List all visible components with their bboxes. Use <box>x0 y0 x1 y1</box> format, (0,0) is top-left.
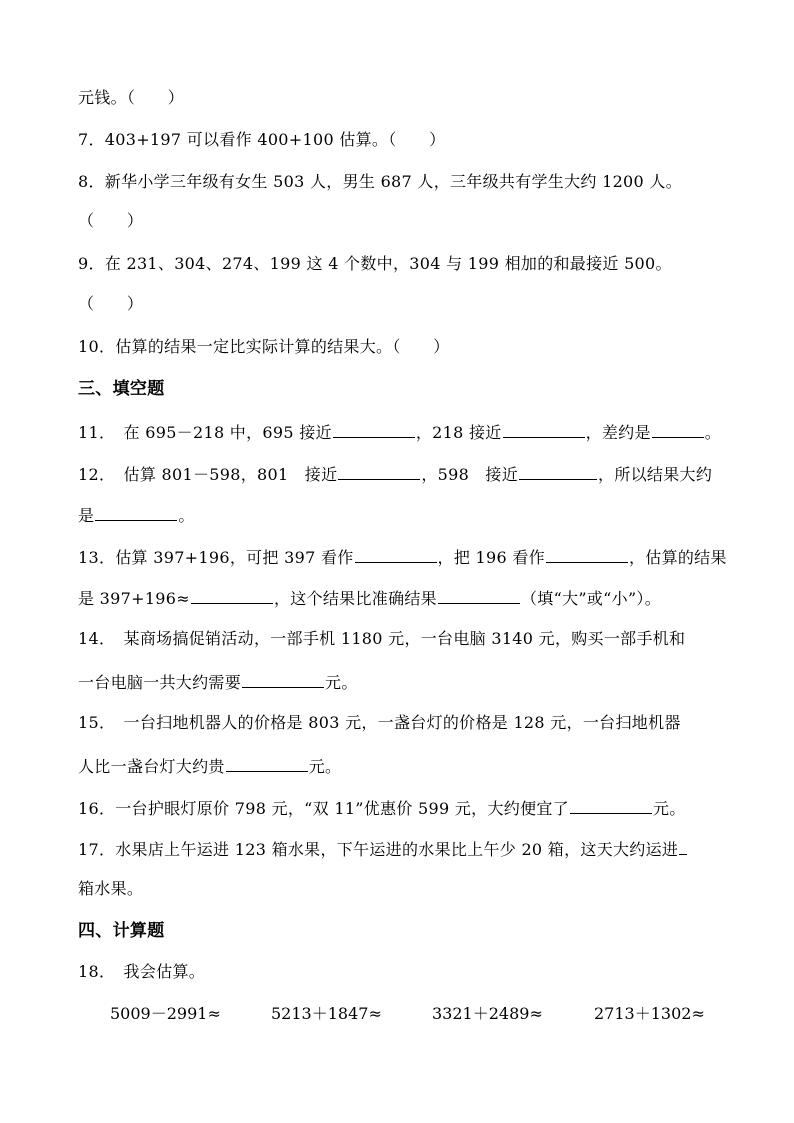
q13-blank-1[interactable] <box>355 544 437 563</box>
q13-text-a: 13．估算 397+196，可把 397 看作 <box>78 548 354 567</box>
estimate-item-4: 2713＋1302≈ <box>594 1004 705 1023</box>
question-8: 8．新华小学三年级有女生 503 人，男生 687 人，三年级共有学生大约 1200 人。 <box>78 172 682 191</box>
q12-text-d: 是 <box>78 506 95 525</box>
question-17 <box>78 836 688 862</box>
q14-text-c: 元。 <box>325 673 358 692</box>
question-16 <box>78 795 686 821</box>
question-15-cont <box>78 753 341 779</box>
question-9-answer: （ ） <box>78 294 144 313</box>
question-14-cont <box>78 669 358 695</box>
q16-text-b: 元。 <box>653 799 686 818</box>
q12-text-b: ，598 接近 <box>421 465 519 484</box>
q12-blank-2[interactable] <box>519 461 597 480</box>
question-8-answer: （ ） <box>78 211 144 230</box>
question-18: 18． 我会估算。 <box>78 962 206 981</box>
question-13-cont <box>78 585 661 611</box>
q12-text-e: 。 <box>178 506 195 525</box>
question-9: 9．在 231、304、274、199 这 4 个数中，304 与 199 相加的和最接近 500。 <box>78 254 672 273</box>
q16-blank[interactable] <box>570 795 652 814</box>
q14-text-b: 一台电脑一共大约需要 <box>78 673 242 692</box>
q11-text-b: ，218 接近 <box>415 423 502 442</box>
question-12 <box>78 461 712 487</box>
q13-text-e: ，这个结果比准确结果 <box>273 589 437 608</box>
estimate-item-2: 5213＋1847≈ <box>271 1004 382 1023</box>
estimate-item-3: 3321＋2489≈ <box>432 1004 543 1023</box>
q13-text-f: （填“大”或“小”）。 <box>521 589 662 608</box>
q11-blank-2[interactable] <box>503 419 585 438</box>
question-17-cont: 箱水果。 <box>78 879 144 898</box>
q15-text-b: 人比一盏台灯大约贵 <box>78 757 225 776</box>
q13-blank-4[interactable] <box>438 585 520 604</box>
line-q6-end: 元钱。（ ） <box>78 88 185 107</box>
question-13 <box>78 544 727 570</box>
q17-text-a: 17．水果店上午运进 123 箱水果，下午运进的水果比上午少 20 箱，这天大约运进 <box>78 840 679 859</box>
q12-blank-1[interactable] <box>338 461 420 480</box>
q12-text-a: 12． 估算 801－598，801 接近 <box>78 465 338 484</box>
q13-blank-3[interactable] <box>191 585 273 604</box>
question-7: 7．403+197 可以看作 400+100 估算。（ ） <box>78 130 446 149</box>
q17-blank[interactable] <box>679 836 687 855</box>
q16-text-a: 16．一台护眼灯原价 798 元，“双 11”优惠价 599 元，大约便宜了 <box>78 799 569 818</box>
q12-text-c: ，所以结果大约 <box>598 465 713 484</box>
q14-blank[interactable] <box>242 669 324 688</box>
q11-blank-1[interactable] <box>333 419 415 438</box>
q13-blank-2[interactable] <box>546 544 628 563</box>
q15-blank[interactable] <box>226 753 308 772</box>
question-10: 10．估算的结果一定比实际计算的结果大。（ ） <box>78 337 450 356</box>
question-11 <box>78 419 721 445</box>
section-fill-title: 三、填空题 <box>78 379 165 399</box>
q13-text-b: ，把 196 看作 <box>437 548 545 567</box>
q15-text-c: 元。 <box>308 757 342 776</box>
q11-text-c: ，差约是 <box>585 423 651 442</box>
q11-text-a: 11． 在 695－218 中，695 接近 <box>78 423 332 442</box>
q11-text-d: 。 <box>704 423 722 442</box>
section-calc-title: 四、计算题 <box>78 921 165 941</box>
question-12-cont <box>78 502 195 528</box>
question-14: 14． 某商场搞促销活动，一部手机 1180 元，一台电脑 3140 元，购买一部手机和 <box>78 629 686 648</box>
question-15: 15． 一台扫地机器人的价格是 803 元，一盏台灯的价格是 128 元，一台扫地机器 <box>78 713 681 732</box>
q11-blank-3[interactable] <box>652 419 704 438</box>
q13-text-c: ，估算的结果 <box>628 548 727 567</box>
q12-blank-3[interactable] <box>95 502 177 521</box>
q13-text-d: 是 397+196≈ <box>78 589 190 608</box>
estimate-item-1: 5009－2991≈ <box>110 1004 221 1023</box>
